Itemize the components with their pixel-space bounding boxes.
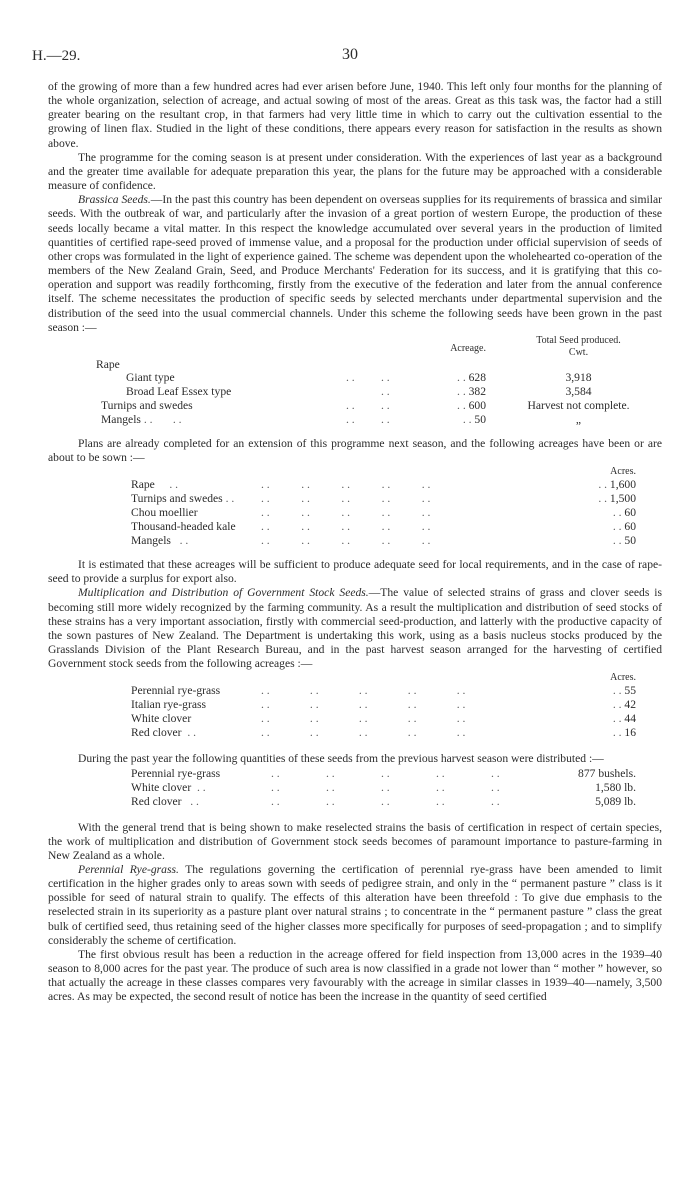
section-heading: Perennial Rye-grass.	[78, 863, 179, 876]
table-row: Red clover . . . . . . . . . . . . . . 16	[131, 726, 636, 740]
table-row: Turnips and swedes . . . . . . 600 Harvest not complete.	[101, 398, 630, 412]
paragraph: The first obvious result has been a reduction in the acreage offered for field inspection from 13,000 acres in the 1939–40 season to 8,000 acres for the past year. The produce of such area is now classified in a grade not lower than “ mother ” however, so that actually the acreage in these classes compares very favourably with the acreage in similar classes in 1939–40—namely, 3,500 acres. As may be expected, the second result of notice has been the increase in the quantity of seed certified	[48, 947, 662, 1004]
table-row: Perennial rye-grass . . . . . . . . . . 877 bushels.	[131, 766, 636, 780]
paragraph: It is estimated that these acreages will be sufficient to produce adequate seed for local requirements, and in the case of rape-seed to provide a surplus for export also.	[48, 558, 662, 586]
table-row: Broad Leaf Essex type . . . . 382 3,584	[126, 384, 592, 398]
row-label: Rape	[96, 357, 120, 371]
table-row: Mangels . . . . . . . . . . 50 „	[101, 412, 582, 426]
column-header: Acres.	[610, 672, 636, 684]
paragraph: The programme for the coming season is at present under consideration. With the experiences of last year as a background and the greater time available for adequate preparation this year, the plans for the future may be approached with a considerable measure of confidence.	[48, 150, 662, 193]
table-row: Turnips and swedes . . . . . . . . . . . . . . 1,500	[131, 492, 636, 506]
page-number: 30	[342, 46, 358, 63]
table-row: Chou moellier . . . . . . . . . . . . 60	[131, 506, 636, 520]
section-heading: Brassica Seeds.	[78, 193, 151, 207]
paragraph: of the growing of more than a few hundred acres had ever arisen before June, 1940. This left only four months for the planning of the whole organization, selection of acreage, and actual sowing of most of the areas. Great as this task was, the factor had a still greater bearing on the resultant crop, in that farmers had very little time in which to carry out the cultivation essential to the growing of linen flax. Studied in the light of these conditions, there appears every reason for satisfaction in the results as shown above.	[48, 80, 662, 150]
table-row: Giant type . . . . . . 628 3,918	[126, 370, 592, 384]
section-heading: Multiplication and Distribution of Government Stock Seeds.	[78, 586, 369, 600]
planned-acreage-table	[131, 465, 636, 548]
body-text	[48, 80, 662, 1005]
table-row: Italian rye-grass . . . . . . . . . . . . 42	[131, 698, 636, 712]
table-row: Red clover . . . . . . . . . . . . 5,089 lb.	[131, 794, 636, 808]
paragraph: Brassica Seeds.—In the past this country has been dependent on overseas supplies for its requirements of brassica and similar seeds. With the outbreak of war, and particularly after the invasion of a great portion of western Europe, the production of these seeds locally became a vital matter. In this respect the knowledge accumulated over several years in the production of limited quantities of certified rape-seed proved of immense value, and a proposal for the production under official supervision of seeds of other crops was formulated in the light of experience gained. The scheme was dependent upon the wholehearted co-operation of the members of the New Zealand Grain, Seed, and Produce Merchants' Federation for its success, and it is gratifying that this co-operation and support was readily forthcoming, firstly from the executive of the federation and later from the annual conference itself. The scheme necessitates the production of specific seeds by selected merchants under departmental supervision and the distribution of the seed into the usual commercial channels. Under this scheme the following seeds have been grown in the past season :—	[48, 193, 662, 334]
paragraph: Perennial Rye-grass. The regulations governing the certification of perennial rye-grass have been amended to limit certification in the higher grades only to areas sown with seeds of pedigree strain, and only in the “ permanent pasture ” class is it possible for seed of natural strain to qualify. The effects of this alteration have been threefold : To give due emphasis to the reselected strain in its superiority as a pasture plant over natural strains ; to concentrate in the “ permanent pasture ” class the great bulk of certified seed, thus retaining seed of the higher classes more specifically for purposes of seed-propagation ; and to simplify considerably the scheme of certification.	[48, 863, 662, 947]
paragraph: Multiplication and Distribution of Government Stock Seeds.—The value of selected strains of grass and clover seeds is becoming still more widely recognized by the farming community. As a result the multiplication and distribution of seed stocks of these strains has a very important association, firstly with commercial seed-production, and latterly with the productive capacity of the sown pastures of New Zealand. The Department is undertaking this work, using as a basis nucleus stocks produced by the Grasslands Division of the Plant Research Bureau, and in the past harvest season arranged for the harvesting of certified Government stock seeds from the following acreages :—	[48, 586, 662, 671]
table-row: Mangels . . . . . . . . . . . . . . 50	[131, 534, 636, 548]
paragraph: Plans are already completed for an extension of this programme next season, and the following acreages have been or are about to be sown :—	[48, 436, 662, 464]
table-row: Perennial rye-grass . . . . . . . . . . . . 55	[131, 684, 636, 698]
seed-production-table	[96, 335, 671, 427]
table-row: Thousand-headed kale . . . . . . . . . . . . 60	[131, 520, 636, 534]
report-code: H.—29.	[32, 48, 81, 64]
paragraph: With the general trend that is being shown to make reselected strains the basis of certification in respect of certain species, the work of multiplication and distribution of Government stock seeds becomes of paramount importance to pasture-farming in New Zealand as a whole.	[48, 820, 662, 862]
column-header: Total Seed produced. Cwt.	[536, 334, 621, 358]
paragraph: During the past year the following quantities of these seeds from the previous harvest season were distributed :—	[78, 752, 604, 766]
column-header: Acres.	[610, 466, 636, 478]
table-row: White clover . . . . . . . . . . . . 44	[131, 712, 636, 726]
table-row: White clover . . . . . . . . . . . . 1,580 lb.	[131, 780, 636, 794]
seed-distribution-table	[131, 767, 636, 809]
stock-seed-acreage-table	[131, 671, 636, 740]
column-header: Acreage.	[450, 342, 486, 354]
table-row: Rape . . . . . . . . . . . . . . 1,600	[131, 478, 636, 492]
